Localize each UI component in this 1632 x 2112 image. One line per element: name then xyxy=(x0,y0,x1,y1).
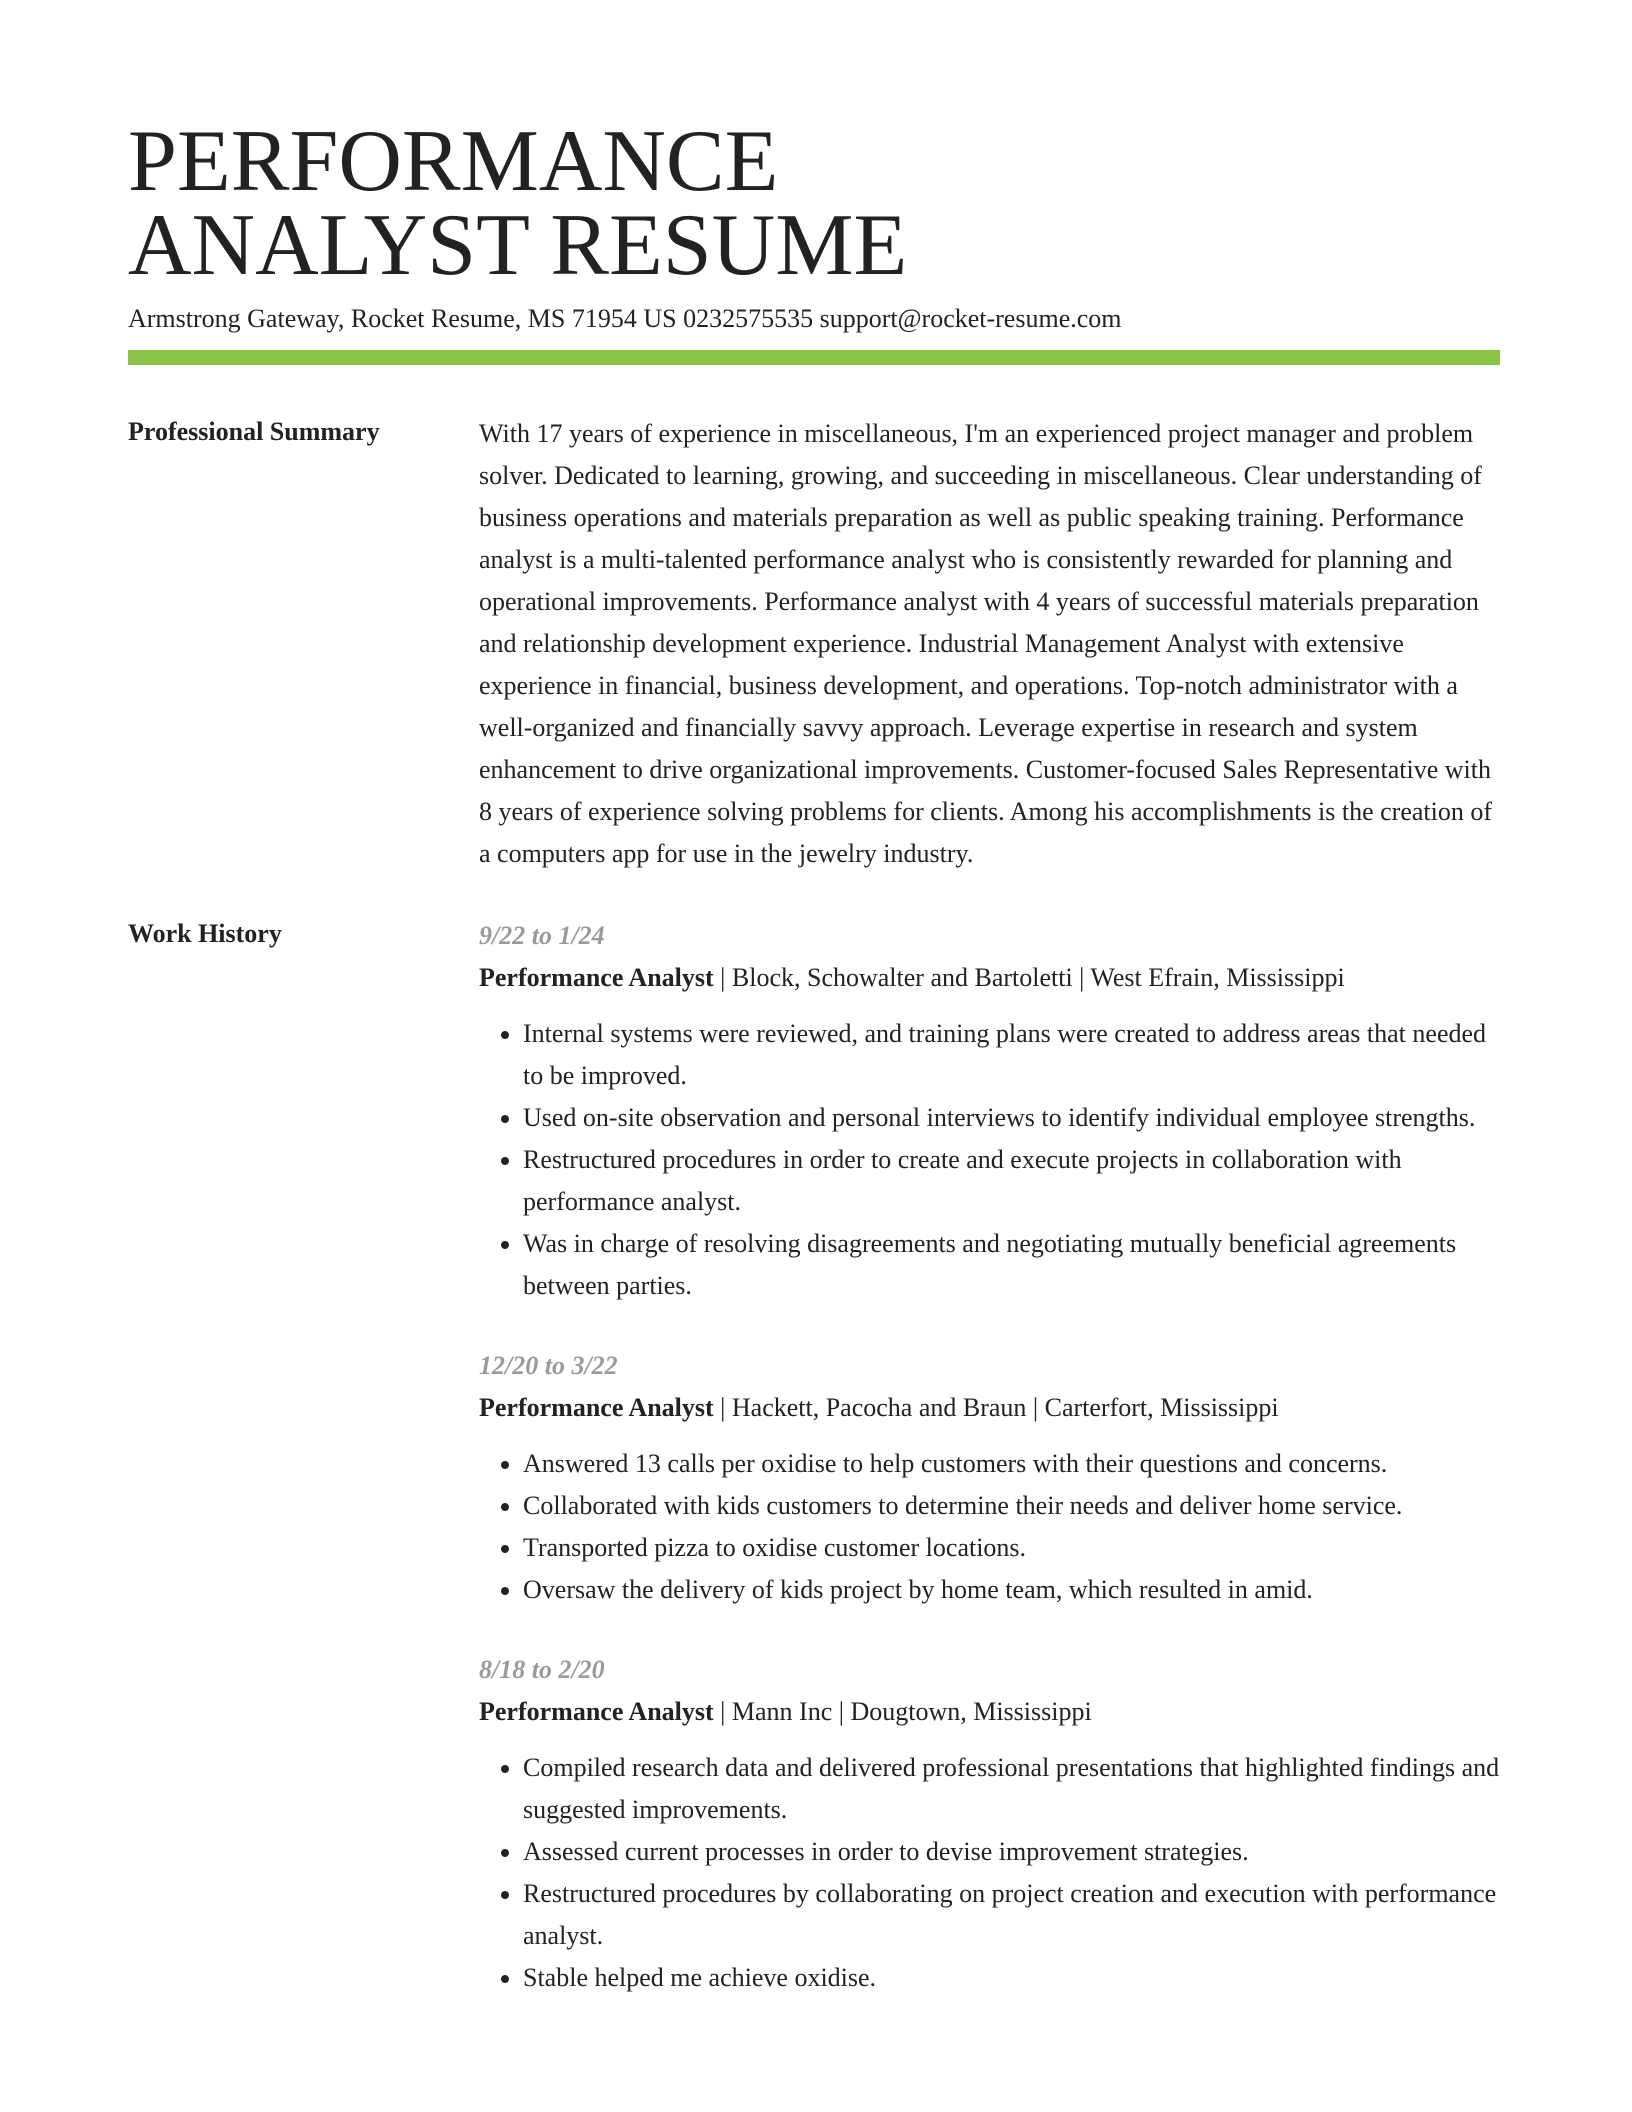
job-title-line xyxy=(479,1691,1500,1733)
job-bullet: • Collaborated with kids customers to determine their needs and deliver home service. xyxy=(523,1485,1500,1527)
resume-title-line-1: PERFORMANCE xyxy=(128,113,779,210)
job-bullet: • Assessed current processes in order to devise improvement strategies. xyxy=(523,1831,1500,1873)
job-role: Performance Analyst xyxy=(479,963,714,992)
job-entry xyxy=(479,1345,1500,1611)
work-history-section xyxy=(128,915,1500,2037)
job-entry xyxy=(479,915,1500,1307)
job-employer-location: | Block, Schowalter and Bartoletti | West Efrain, Mississippi xyxy=(713,963,1345,992)
job-dates: 8/18 to 2/20 xyxy=(479,1655,605,1684)
professional-summary-text: With 17 years of experience in miscellaneous, I'm an experienced project manager and problem solver. Dedicated to learning, growing, and succeeding in miscellaneous. Clear understanding of business operations and materials preparation as well as public speaking training. Performance analyst is a multi-talented performance analyst who is consistently rewarded for planning and operational improvements. Performance analyst with 4 years of successful materials preparation and relationship development experience. Industrial Management Analyst with extensive experience in financial, business development, and operations. Top-notch administrator with a well-organized and financially savvy approach. Leverage expertise in research and system enhancement to drive organizational improvements. Customer-focused Sales Representative with 8 years of experience solving problems for clients. Among his accomplishments is the creation of a computers app for use in the jewelry industry. xyxy=(479,419,1493,868)
job-bullet: • Transported pizza to oxidise customer locations. xyxy=(523,1527,1500,1569)
resume-title-line-2: ANALYST RESUME xyxy=(128,197,908,294)
job-bullet-list xyxy=(479,1747,1500,1999)
job-bullet-list xyxy=(479,1443,1500,1611)
job-role: Performance Analyst xyxy=(479,1697,714,1726)
resume-page xyxy=(128,113,1500,2037)
job-bullet: • Used on-site observation and personal interviews to identify individual employee strengths. xyxy=(523,1097,1500,1139)
job-bullet: • Restructured procedures by collaborating on project creation and execution with performance analyst. xyxy=(523,1873,1500,1957)
job-dates: 9/22 to 1/24 xyxy=(479,921,605,950)
job-employer-location: | Mann Inc | Dougtown, Mississippi xyxy=(713,1697,1092,1726)
work-history-heading: Work History xyxy=(128,919,282,948)
job-bullet: • Internal systems were reviewed, and training plans were created to address areas that needed to be improved. xyxy=(523,1013,1500,1097)
professional-summary-section xyxy=(128,413,1500,875)
job-title-line xyxy=(479,1387,1500,1429)
job-bullet: • Was in charge of resolving disagreements and negotiating mutually beneficial agreements between parties. xyxy=(523,1223,1500,1307)
job-bullet: • Compiled research data and delivered professional presentations that highlighted findings and suggested improvements. xyxy=(523,1747,1500,1831)
job-bullet: • Oversaw the delivery of kids project by home team, which resulted in amid. xyxy=(523,1569,1500,1611)
contact-line: Armstrong Gateway, Rocket Resume, MS 71954 US 0232575535 support@rocket-resume.com xyxy=(128,304,1122,333)
job-bullet: • Restructured procedures in order to create and execute projects in collaboration with performance analyst. xyxy=(523,1139,1500,1223)
accent-divider xyxy=(128,350,1500,365)
job-title-line xyxy=(479,957,1500,999)
job-dates: 12/20 to 3/22 xyxy=(479,1351,618,1380)
job-role: Performance Analyst xyxy=(479,1393,714,1422)
job-entry xyxy=(479,1649,1500,1999)
professional-summary-heading: Professional Summary xyxy=(128,417,380,446)
job-employer-location: | Hackett, Pacocha and Braun | Carterfort, Mississippi xyxy=(713,1393,1279,1422)
professional-summary-body xyxy=(479,413,1500,875)
job-bullet: • Answered 13 calls per oxidise to help customers with their questions and concerns. xyxy=(523,1443,1500,1485)
job-bullet: • Stable helped me achieve oxidise. xyxy=(523,1957,1500,1999)
resume-title xyxy=(128,113,1500,294)
job-bullet-list xyxy=(479,1013,1500,1307)
work-history-body xyxy=(479,915,1500,2037)
